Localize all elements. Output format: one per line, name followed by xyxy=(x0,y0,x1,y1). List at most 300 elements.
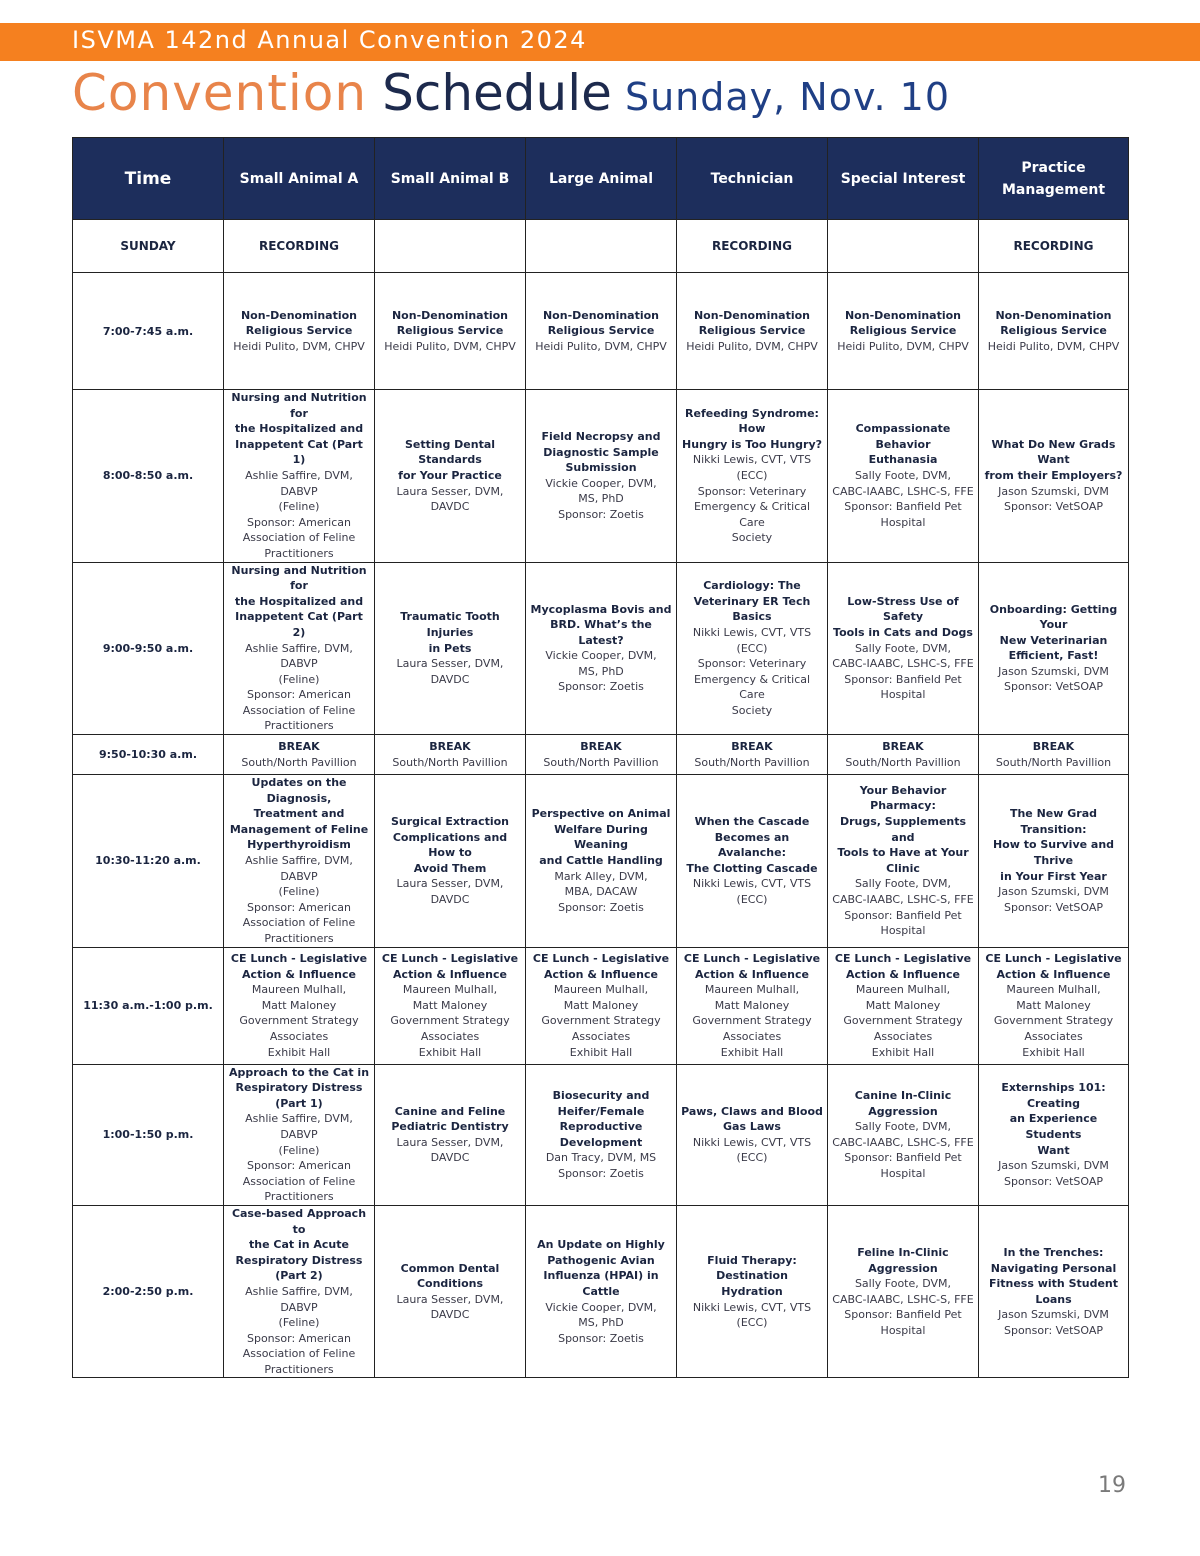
session-title-line: Nursing and Nutrition for xyxy=(231,391,367,420)
recording-cell: RECORDING xyxy=(979,220,1129,273)
session-detail-line: South/North Pavillion xyxy=(543,755,659,769)
session-detail-line: (Feline) xyxy=(278,1316,320,1330)
session-detail-line: Mark Alley, DVM, xyxy=(554,869,648,883)
session-detail-line: Laura Sesser, DVM, DAVDC xyxy=(396,877,504,907)
session-detail-line: Government Strategy xyxy=(239,1014,359,1028)
title-schedule: Schedule xyxy=(382,64,612,122)
session-title-line: Religious Service xyxy=(396,324,504,338)
header-banner xyxy=(0,23,1200,61)
session-title-line: Hyperthyroidism xyxy=(247,838,351,852)
session-detail-line: Maureen Mulhall, xyxy=(704,983,800,997)
time-slot: 9:00-9:50 a.m. xyxy=(73,562,224,735)
session-title-line: How to Survive and Thrive xyxy=(992,838,1115,868)
session-detail-line: Associates xyxy=(873,1029,933,1043)
session-detail-line: (Feline) xyxy=(278,1143,320,1157)
session-title-line: Complications and How to xyxy=(392,830,508,860)
session-detail-line: Dan Tracy, DVM, MS xyxy=(545,1151,657,1165)
session-detail-line: Sponsor: VetSOAP xyxy=(1003,680,1104,694)
session-title-line: CE Lunch - Legislative xyxy=(683,952,821,966)
session-detail-line: MS, PhD xyxy=(578,1316,624,1330)
session-detail-line: Laura Sesser, DVM, DAVDC xyxy=(396,1135,504,1165)
session-detail-line: Association of Feline xyxy=(242,531,356,545)
session-detail-line: Sally Foote, DVM, xyxy=(854,877,952,891)
session-detail-line: Sponsor: VetSOAP xyxy=(1003,900,1104,914)
session-detail-line: Matt Maloney xyxy=(412,998,488,1012)
session-cell xyxy=(375,775,526,948)
session-detail-line: Jason Szumski, DVM xyxy=(998,1159,1109,1173)
session-title-line: Low-Stress Use of Safety xyxy=(847,594,959,624)
session-detail-line: Associates xyxy=(722,1029,782,1043)
session-detail-line: Sponsor: Zoetis xyxy=(558,507,644,521)
session-title-line: BRD. What’s the Latest? xyxy=(550,618,652,647)
session-title-line: Gas Laws xyxy=(723,1120,781,1134)
session-title-line: Fluid Therapy: Destination xyxy=(707,1253,797,1283)
session-title-line: Mycoplasma Bovis and xyxy=(530,602,672,616)
session-detail-line: South/North Pavillion xyxy=(995,755,1112,769)
session-title-line: Field Necropsy and xyxy=(541,429,661,443)
session-detail-line: MBA, DACAW xyxy=(564,885,638,899)
session-title-line: (Part 2) xyxy=(275,1269,323,1283)
session-title-line: Fitness with Student xyxy=(988,1277,1119,1291)
session-title-line: Non-Denomination xyxy=(693,308,811,322)
page-title xyxy=(72,64,950,124)
session-detail-line: Maureen Mulhall, xyxy=(251,983,347,997)
session-detail-line: Matt Maloney xyxy=(1016,998,1091,1012)
session-detail-line: CABC-IAABC, LSHC-S, FFE xyxy=(832,484,974,498)
session-detail-line: Jason Szumski, DVM xyxy=(998,484,1109,498)
session-title-line: Updates on the Diagnosis, xyxy=(251,776,347,805)
session-detail-line: Sponsor: VetSOAP xyxy=(1003,1174,1104,1188)
session-title-line: Perspective on Animal xyxy=(531,807,671,821)
session-row xyxy=(73,390,1129,563)
session-cell xyxy=(375,947,526,1064)
column-header-small-animal-b: Small Animal B xyxy=(375,138,526,220)
session-title-line: Cardiology: The xyxy=(703,579,801,593)
session-detail-line: Heidi Pulito, DVM, CHPV xyxy=(233,339,365,353)
session-cell xyxy=(979,735,1129,775)
session-detail-line: Exhibit Hall xyxy=(720,1045,784,1059)
session-cell xyxy=(375,562,526,735)
session-title-line: Your Behavior Pharmacy: xyxy=(859,783,947,813)
session-detail-line: Exhibit Hall xyxy=(267,1045,331,1059)
session-detail-line: Nikki Lewis, CVT, VTS (ECC) xyxy=(692,1300,812,1330)
session-title-line: Canine and Feline xyxy=(394,1104,506,1118)
session-detail-line: Matt Maloney xyxy=(714,998,790,1012)
session-title-line: BREAK xyxy=(278,739,320,753)
session-detail-line: Associates xyxy=(1024,1029,1083,1043)
session-cell xyxy=(526,735,677,775)
session-title-line: Aggression xyxy=(868,1104,938,1118)
session-detail-line: Nikki Lewis, CVT, VTS (ECC) xyxy=(692,453,812,482)
session-detail-line: Practitioners xyxy=(264,546,334,560)
recording-cell xyxy=(828,220,979,273)
session-title-line: in Pets xyxy=(428,641,472,655)
session-cell xyxy=(526,273,677,390)
session-detail-line: MS, PhD xyxy=(578,664,624,678)
session-detail-line: Sponsor: Zoetis xyxy=(558,1331,644,1345)
session-cell xyxy=(526,390,677,563)
session-title-line: Religious Service xyxy=(849,324,957,338)
session-detail-line: Sponsor: American xyxy=(246,688,351,702)
session-detail-line: Maureen Mulhall, xyxy=(553,983,649,997)
session-title-line: Surgical Extraction xyxy=(390,815,510,829)
session-detail-line: CABC-IAABC, LSHC-S, FFE xyxy=(832,893,974,907)
session-title-line: Tools to Have at Your xyxy=(837,846,969,860)
session-cell xyxy=(375,390,526,563)
session-title-line: and Cattle Handling xyxy=(539,854,663,868)
session-detail-line: South/North Pavillion xyxy=(392,755,508,769)
session-detail-line: Hospital xyxy=(880,515,926,529)
session-row xyxy=(73,735,1129,775)
session-detail-line: Associates xyxy=(571,1029,631,1043)
session-row xyxy=(73,947,1129,1064)
session-title-line: CE Lunch - Legislative xyxy=(230,952,368,966)
session-detail-line: Jason Szumski, DVM xyxy=(998,1308,1109,1322)
session-title-line: Reproductive xyxy=(559,1120,643,1134)
session-cell xyxy=(526,562,677,735)
session-title-line: Religious Service xyxy=(547,324,655,338)
session-title-line: Action & Influence xyxy=(695,967,809,981)
session-title-line: Common Dental xyxy=(400,1261,500,1275)
session-title-line: What Do New Grads Want xyxy=(991,437,1116,467)
session-detail-line: Vickie Cooper, DVM, xyxy=(545,1300,657,1314)
session-detail-line: South/North Pavillion xyxy=(241,755,357,769)
session-detail-line: South/North Pavillion xyxy=(845,755,961,769)
column-header-large-animal: Large Animal xyxy=(526,138,677,220)
session-title-line: from their Employers? xyxy=(984,468,1123,482)
session-title-line: CE Lunch - Legislative xyxy=(985,952,1122,966)
session-cell xyxy=(677,390,828,563)
time-slot: 11:30 a.m.-1:00 p.m. xyxy=(73,947,224,1064)
session-detail-line: Vickie Cooper, DVM, xyxy=(545,476,657,490)
session-detail-line: Hospital xyxy=(880,688,926,702)
session-detail-line: Associates xyxy=(420,1029,480,1043)
session-title-line: BREAK xyxy=(1032,739,1075,753)
session-detail-line: Association of Feline xyxy=(242,916,356,930)
session-title-line: When the Cascade xyxy=(694,815,810,829)
time-slot: 9:50-10:30 a.m. xyxy=(73,735,224,775)
session-title-line: Non-Denomination xyxy=(995,308,1112,322)
session-detail-line: Matt Maloney xyxy=(563,998,639,1012)
session-detail-line: Sponsor: Banfield Pet xyxy=(844,1308,962,1322)
session-title-line: Euthanasia xyxy=(868,453,938,467)
session-cell xyxy=(224,775,375,948)
session-detail-line: Sponsor: VetSOAP xyxy=(1003,1323,1104,1337)
session-detail-line: Sponsor: American xyxy=(246,515,351,529)
session-detail-line: Matt Maloney xyxy=(261,998,337,1012)
session-detail-line: Vickie Cooper, DVM, xyxy=(545,649,657,663)
session-cell xyxy=(677,775,828,948)
session-title-line: Heifer/Female xyxy=(557,1104,645,1118)
session-detail-line: Emergency & Critical Care xyxy=(693,672,811,702)
session-detail-line: Matt Maloney xyxy=(865,998,941,1012)
session-row xyxy=(73,273,1129,390)
session-cell xyxy=(526,1064,677,1205)
title-date: Sunday, Nov. 10 xyxy=(624,75,951,119)
session-title-line: Refeeding Syndrome: How xyxy=(685,406,819,436)
session-detail-line: Laura Sesser, DVM, DAVDC xyxy=(396,484,504,514)
session-detail-line: Society xyxy=(731,531,773,545)
session-title-line: CE Lunch - Legislative xyxy=(381,952,519,966)
page-number: 19 xyxy=(1098,1473,1126,1498)
session-title-line: CE Lunch - Legislative xyxy=(834,952,972,966)
session-detail-line: Sally Foote, DVM, xyxy=(854,1120,952,1134)
time-slot: 10:30-11:20 a.m. xyxy=(73,775,224,948)
session-cell xyxy=(526,775,677,948)
session-cell xyxy=(526,947,677,1064)
session-cell xyxy=(224,1064,375,1205)
session-title-line: Religious Service xyxy=(1000,324,1107,338)
session-title-line: New Veterinarian xyxy=(999,633,1108,647)
session-cell xyxy=(224,735,375,775)
session-title-line: Clinic xyxy=(886,861,920,875)
session-detail-line: Laura Sesser, DVM, DAVDC xyxy=(396,1292,504,1322)
session-detail-line: Sponsor: Zoetis xyxy=(558,900,644,914)
session-detail-line: Sponsor: Zoetis xyxy=(558,1166,644,1180)
session-title-line: Inappetent Cat (Part 2) xyxy=(235,610,363,639)
session-title-line: Non-Denomination xyxy=(391,308,509,322)
session-detail-line: Nikki Lewis, CVT, VTS (ECC) xyxy=(692,1135,812,1165)
session-cell xyxy=(677,947,828,1064)
session-detail-line: Sponsor: American xyxy=(246,1159,351,1173)
session-title-line: Non-Denomination xyxy=(542,308,660,322)
session-detail-line: Sponsor: Banfield Pet xyxy=(844,500,962,514)
session-detail-line: Sponsor: Veterinary xyxy=(697,484,807,498)
session-detail-line: CABC-IAABC, LSHC-S, FFE xyxy=(832,657,974,671)
session-title-line: Compassionate Behavior xyxy=(855,422,951,451)
session-detail-line: Ashlie Saffire, DVM, DABVP xyxy=(245,468,353,498)
session-detail-line: Sponsor: Banfield Pet xyxy=(844,672,962,686)
session-title-line: the Hospitalized and xyxy=(234,422,364,436)
session-detail-line: CABC-IAABC, LSHC-S, FFE xyxy=(832,1292,974,1306)
session-title-line: Religious Service xyxy=(245,324,353,338)
session-title-line: Approach to the Cat in xyxy=(228,1065,370,1079)
session-title-line: Biosecurity and xyxy=(552,1088,650,1102)
session-detail-line: MS, PhD xyxy=(578,492,624,506)
time-slot: 8:00-8:50 a.m. xyxy=(73,390,224,563)
session-cell xyxy=(979,562,1129,735)
session-detail-line: Government Strategy xyxy=(843,1014,963,1028)
session-title-line: Religious Service xyxy=(698,324,806,338)
session-detail-line: Maureen Mulhall, xyxy=(855,983,951,997)
session-cell xyxy=(828,735,979,775)
session-cell xyxy=(224,1205,375,1378)
session-cell xyxy=(677,1205,828,1378)
session-detail-line: Sally Foote, DVM, xyxy=(854,468,952,482)
session-detail-line: Sponsor: American xyxy=(246,1331,351,1345)
title-convention: Convention xyxy=(72,64,368,122)
session-detail-line: Practitioners xyxy=(264,1190,334,1204)
session-cell xyxy=(828,1064,979,1205)
session-title-line: Influenza (HPAI) in Cattle xyxy=(543,1269,659,1298)
session-detail-line: Exhibit Hall xyxy=(1022,1045,1085,1059)
session-title-line: Conditions xyxy=(416,1277,484,1291)
session-title-line: Want xyxy=(1037,1143,1070,1157)
session-cell xyxy=(375,273,526,390)
session-title-line: (Part 1) xyxy=(275,1096,323,1110)
column-header-small-animal-a: Small Animal A xyxy=(224,138,375,220)
session-detail-line: Sponsor: Banfield Pet xyxy=(844,1151,962,1165)
session-title-line: An Update on Highly xyxy=(537,1238,665,1252)
session-title-line: The Clotting Cascade xyxy=(686,861,818,875)
session-detail-line: Jason Szumski, DVM xyxy=(998,885,1109,899)
session-title-line: the Cat in Acute xyxy=(249,1238,349,1252)
session-title-line: Case-based Approach to xyxy=(231,1206,367,1236)
session-cell xyxy=(224,273,375,390)
session-title-line: Loans xyxy=(1035,1292,1072,1306)
session-title-line: Management of Feline xyxy=(229,822,369,836)
session-detail-line: Hospital xyxy=(880,1323,926,1337)
session-title-line: Onboarding: Getting Your xyxy=(989,602,1118,632)
session-title-line: Hydration xyxy=(721,1284,783,1298)
session-title-line: Non-Denomination xyxy=(240,308,358,322)
session-row xyxy=(73,1064,1129,1205)
session-cell xyxy=(375,1205,526,1378)
session-cell xyxy=(677,1064,828,1205)
session-detail-line: Heidi Pulito, DVM, CHPV xyxy=(987,339,1120,353)
session-cell xyxy=(375,735,526,775)
session-cell xyxy=(224,562,375,735)
session-title-line: Non-Denomination xyxy=(844,308,962,322)
session-detail-line: Sponsor: Banfield Pet xyxy=(844,908,962,922)
session-detail-line: Associates xyxy=(269,1029,329,1043)
session-title-line: Pathogenic Avian xyxy=(547,1253,655,1267)
session-title-line: Navigating Personal xyxy=(990,1261,1117,1275)
recording-cell xyxy=(375,220,526,273)
session-cell xyxy=(526,1205,677,1378)
session-title-line: Veterinary ER Tech Basics xyxy=(693,594,811,624)
column-header-technician: Technician xyxy=(677,138,828,220)
session-detail-line: Practitioners xyxy=(264,719,334,733)
session-detail-line: Hospital xyxy=(880,924,926,938)
session-cell xyxy=(677,562,828,735)
session-title-line: Respiratory Distress xyxy=(235,1081,363,1095)
session-title-line: Diagnostic Sample xyxy=(543,445,659,459)
session-detail-line: Society xyxy=(731,703,773,717)
session-detail-line: Association of Feline xyxy=(242,703,356,717)
session-title-line: Avoid Them xyxy=(413,861,487,875)
session-title-line: Welfare During Weaning xyxy=(554,822,648,852)
session-detail-line: (Feline) xyxy=(278,500,320,514)
session-cell xyxy=(677,273,828,390)
session-cell xyxy=(677,735,828,775)
session-detail-line: Practitioners xyxy=(264,932,334,945)
session-detail-line: Exhibit Hall xyxy=(569,1045,633,1059)
session-detail-line: Sponsor: Veterinary xyxy=(697,657,807,671)
session-detail-line: Association of Feline xyxy=(242,1347,356,1361)
session-detail-line: Nikki Lewis, CVT, VTS (ECC) xyxy=(692,877,812,907)
session-title-line: the Hospitalized and xyxy=(234,594,364,608)
session-cell xyxy=(979,1205,1129,1378)
session-title-line: Nursing and Nutrition for xyxy=(231,563,367,593)
session-title-line: Submission xyxy=(565,461,637,475)
session-detail-line: Sally Foote, DVM, xyxy=(854,641,952,655)
session-detail-line: Laura Sesser, DVM, DAVDC xyxy=(396,657,504,686)
session-detail-line: (Feline) xyxy=(278,885,320,899)
session-title-line: Inappetent Cat (Part 1) xyxy=(235,437,363,467)
session-cell xyxy=(375,1064,526,1205)
session-title-line: BREAK xyxy=(580,739,622,753)
session-detail-line: Emergency & Critical Care xyxy=(693,500,811,529)
session-detail-line: Association of Feline xyxy=(242,1174,356,1188)
session-title-line: Feline In-Clinic xyxy=(857,1245,949,1259)
session-detail-line: Sponsor: VetSOAP xyxy=(1003,500,1104,514)
session-cell xyxy=(224,947,375,1064)
session-detail-line: Ashlie Saffire, DVM, DABVP xyxy=(245,1284,353,1314)
session-title-line: Becomes an Avalanche: xyxy=(714,830,790,860)
session-title-line: BREAK xyxy=(731,739,773,753)
session-title-line: an Experience Students xyxy=(1009,1112,1098,1141)
session-cell xyxy=(828,273,979,390)
session-title-line: Respiratory Distress xyxy=(235,1253,363,1267)
session-detail-line: Sally Foote, DVM, xyxy=(854,1277,952,1291)
column-header-time: Time xyxy=(73,138,224,220)
session-cell xyxy=(979,273,1129,390)
session-title-line: Aggression xyxy=(868,1261,938,1275)
session-detail-line: CABC-IAABC, LSHC-S, FFE xyxy=(832,1135,974,1149)
session-detail-line: Hospital xyxy=(880,1166,926,1180)
schedule-body xyxy=(73,220,1129,1378)
session-detail-line: South/North Pavillion xyxy=(694,755,810,769)
session-detail-line: Sponsor: Zoetis xyxy=(558,680,644,694)
session-title-line: Pediatric Dentistry xyxy=(391,1120,509,1134)
session-detail-line: Government Strategy xyxy=(390,1014,510,1028)
session-title-line: BREAK xyxy=(429,739,471,753)
recording-cell: RECORDING xyxy=(224,220,375,273)
time-slot: 2:00-2:50 p.m. xyxy=(73,1205,224,1378)
session-title-line: Action & Influence xyxy=(393,967,507,981)
session-detail-line: Jason Szumski, DVM xyxy=(998,664,1109,678)
session-title-line: CE Lunch - Legislative xyxy=(532,952,670,966)
session-row xyxy=(73,562,1129,735)
session-row xyxy=(73,775,1129,948)
session-cell xyxy=(224,390,375,563)
time-slot: 1:00-1:50 p.m. xyxy=(73,1064,224,1205)
session-title-line: Action & Influence xyxy=(242,967,356,981)
session-title-line: in Your First Year xyxy=(1000,869,1107,883)
session-cell xyxy=(828,562,979,735)
session-detail-line: Government Strategy xyxy=(541,1014,661,1028)
schedule-table xyxy=(72,137,1129,1378)
session-detail-line: Exhibit Hall xyxy=(418,1045,482,1059)
recording-cell xyxy=(526,220,677,273)
session-title-line: Paws, Claws and Blood xyxy=(681,1104,823,1118)
session-detail-line: Practitioners xyxy=(264,1362,334,1376)
session-title-line: BREAK xyxy=(882,739,924,753)
session-detail-line: Exhibit Hall xyxy=(871,1045,935,1059)
session-cell xyxy=(979,775,1129,948)
session-detail-line: Maureen Mulhall, xyxy=(1006,983,1101,997)
session-detail-line: Nikki Lewis, CVT, VTS (ECC) xyxy=(692,625,812,655)
recording-cell-day: SUNDAY xyxy=(73,220,224,273)
banner-title: ISVMA 142nd Annual Convention 2024 xyxy=(72,26,587,54)
session-detail-line: Heidi Pulito, DVM, CHPV xyxy=(686,339,818,353)
session-detail-line: Ashlie Saffire, DVM, DABVP xyxy=(245,1112,353,1141)
session-title-line: Action & Influence xyxy=(544,967,658,981)
session-detail-line: Government Strategy xyxy=(692,1014,812,1028)
session-title-line: Hungry is Too Hungry? xyxy=(681,437,823,451)
session-detail-line: Heidi Pulito, DVM, CHPV xyxy=(535,339,667,353)
session-title-line: Externships 101: Creating xyxy=(1001,1081,1106,1110)
session-cell xyxy=(979,1064,1129,1205)
session-title-line: Treatment and xyxy=(253,807,345,821)
session-detail-line: Maureen Mulhall, xyxy=(402,983,498,997)
recording-row xyxy=(73,220,1129,273)
session-detail-line: Sponsor: American xyxy=(246,900,351,914)
session-detail-line: Heidi Pulito, DVM, CHPV xyxy=(837,339,969,353)
session-detail-line: Ashlie Saffire, DVM, DABVP xyxy=(245,641,353,671)
session-cell xyxy=(828,947,979,1064)
